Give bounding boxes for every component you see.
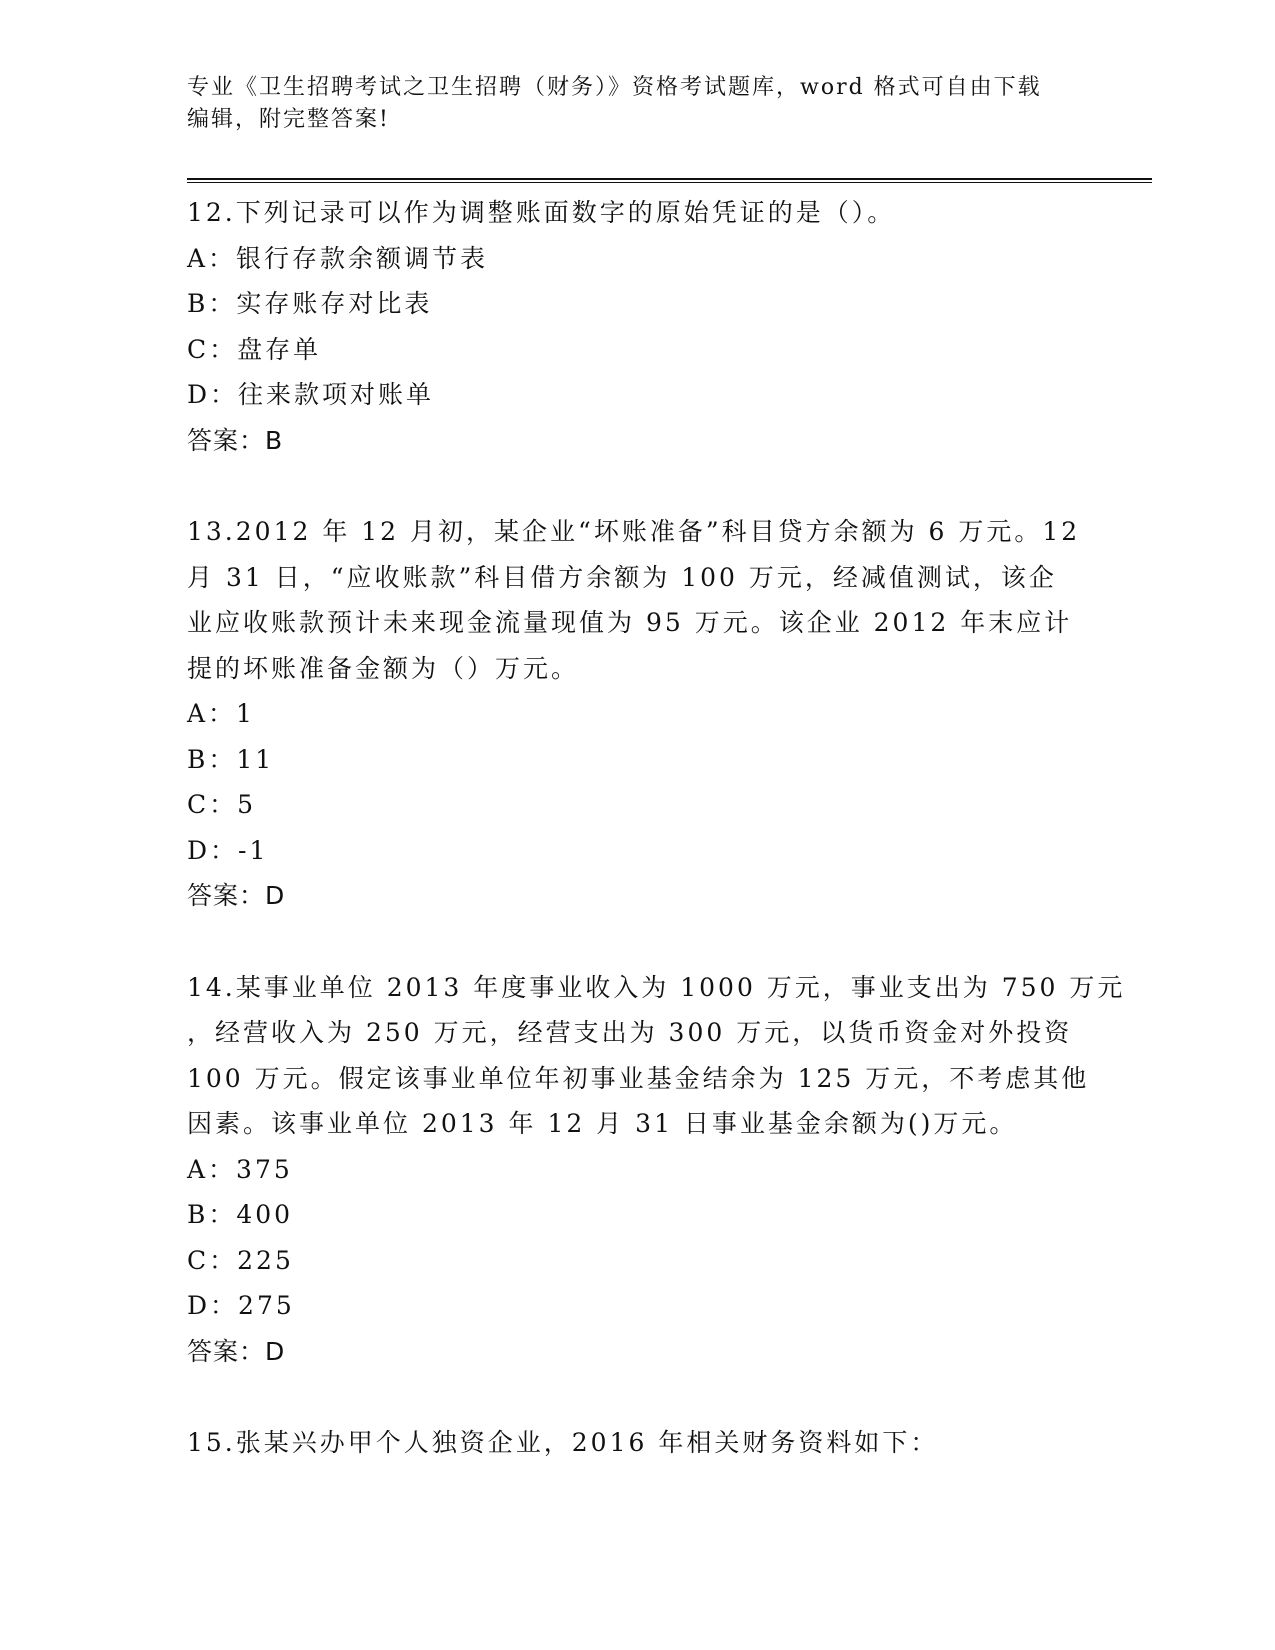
- answer: 答案：D: [187, 1336, 286, 1366]
- question-13: [187, 509, 1087, 919]
- header-divider: [187, 178, 1152, 183]
- document-header: [187, 72, 1087, 136]
- option-b: B：11: [187, 744, 275, 774]
- question-text: 业应收账款预计未来现金流量现值为 95 万元。该企业 2012 年末应计: [187, 608, 1073, 637]
- option-a: A：银行存款余额调节表: [187, 243, 489, 273]
- option-d: D：275: [187, 1291, 295, 1320]
- answer: 答案：D: [187, 881, 286, 910]
- question-14: [187, 965, 1126, 1375]
- question-text: 100 万元。假定该事业单位年初事业基金结余为 125 万元，不考虑其他: [187, 1063, 1090, 1093]
- option-c: C：盘存单: [187, 334, 322, 364]
- option-c: C：5: [187, 790, 257, 819]
- spacer: [187, 1374, 1087, 1420]
- question-text: 因素。该事业单位 2013 年 12 月 31 日事业基金余额为()万元。: [187, 1109, 1018, 1138]
- question-text: 15.张某兴办甲个人独资企业，2016 年相关财务资料如下：: [187, 1428, 939, 1457]
- question-text: 14.某事业单位 2013 年度事业收入为 1000 万元，事业支出为 750 万元: [187, 972, 1126, 1002]
- option-b: B：实存账存对比表: [187, 289, 433, 318]
- answer: 答案：B: [187, 425, 284, 455]
- question-text: 月 31 日，“应收账款”科目借方余额为 100 万元，经减值测试，该企: [187, 562, 1057, 592]
- header-line-1: 专业《卫生招聘考试之卫生招聘（财务）》资格考试题库，word 格式可自由下载: [187, 75, 1042, 100]
- header-line-2: 编辑，附完整答案!: [187, 107, 390, 132]
- question-text: 提的坏账准备金额为（）万元。: [187, 653, 580, 683]
- question-text: ，经营收入为 250 万元，经营支出为 300 万元，以货币资金对外投资: [187, 1018, 1073, 1047]
- spacer: [187, 919, 1087, 965]
- option-b: B：400: [187, 1200, 294, 1229]
- option-a: A：375: [187, 1154, 293, 1184]
- option-a: A：1: [187, 699, 255, 728]
- option-d: D：-1: [187, 835, 269, 865]
- spacer: [187, 463, 1087, 509]
- question-15: [187, 1420, 1087, 1466]
- question-12: [187, 190, 1087, 463]
- option-c: C：225: [187, 1245, 294, 1275]
- option-d: D：往来款项对账单: [187, 380, 435, 409]
- question-text: 13.2012 年 12 月初，某企业“坏账准备”科目贷方余额为 6 万元。12: [187, 517, 1081, 546]
- question-text: 12.下列记录可以作为调整账面数字的原始凭证的是（）。: [187, 198, 896, 227]
- question-list: [187, 190, 1126, 1466]
